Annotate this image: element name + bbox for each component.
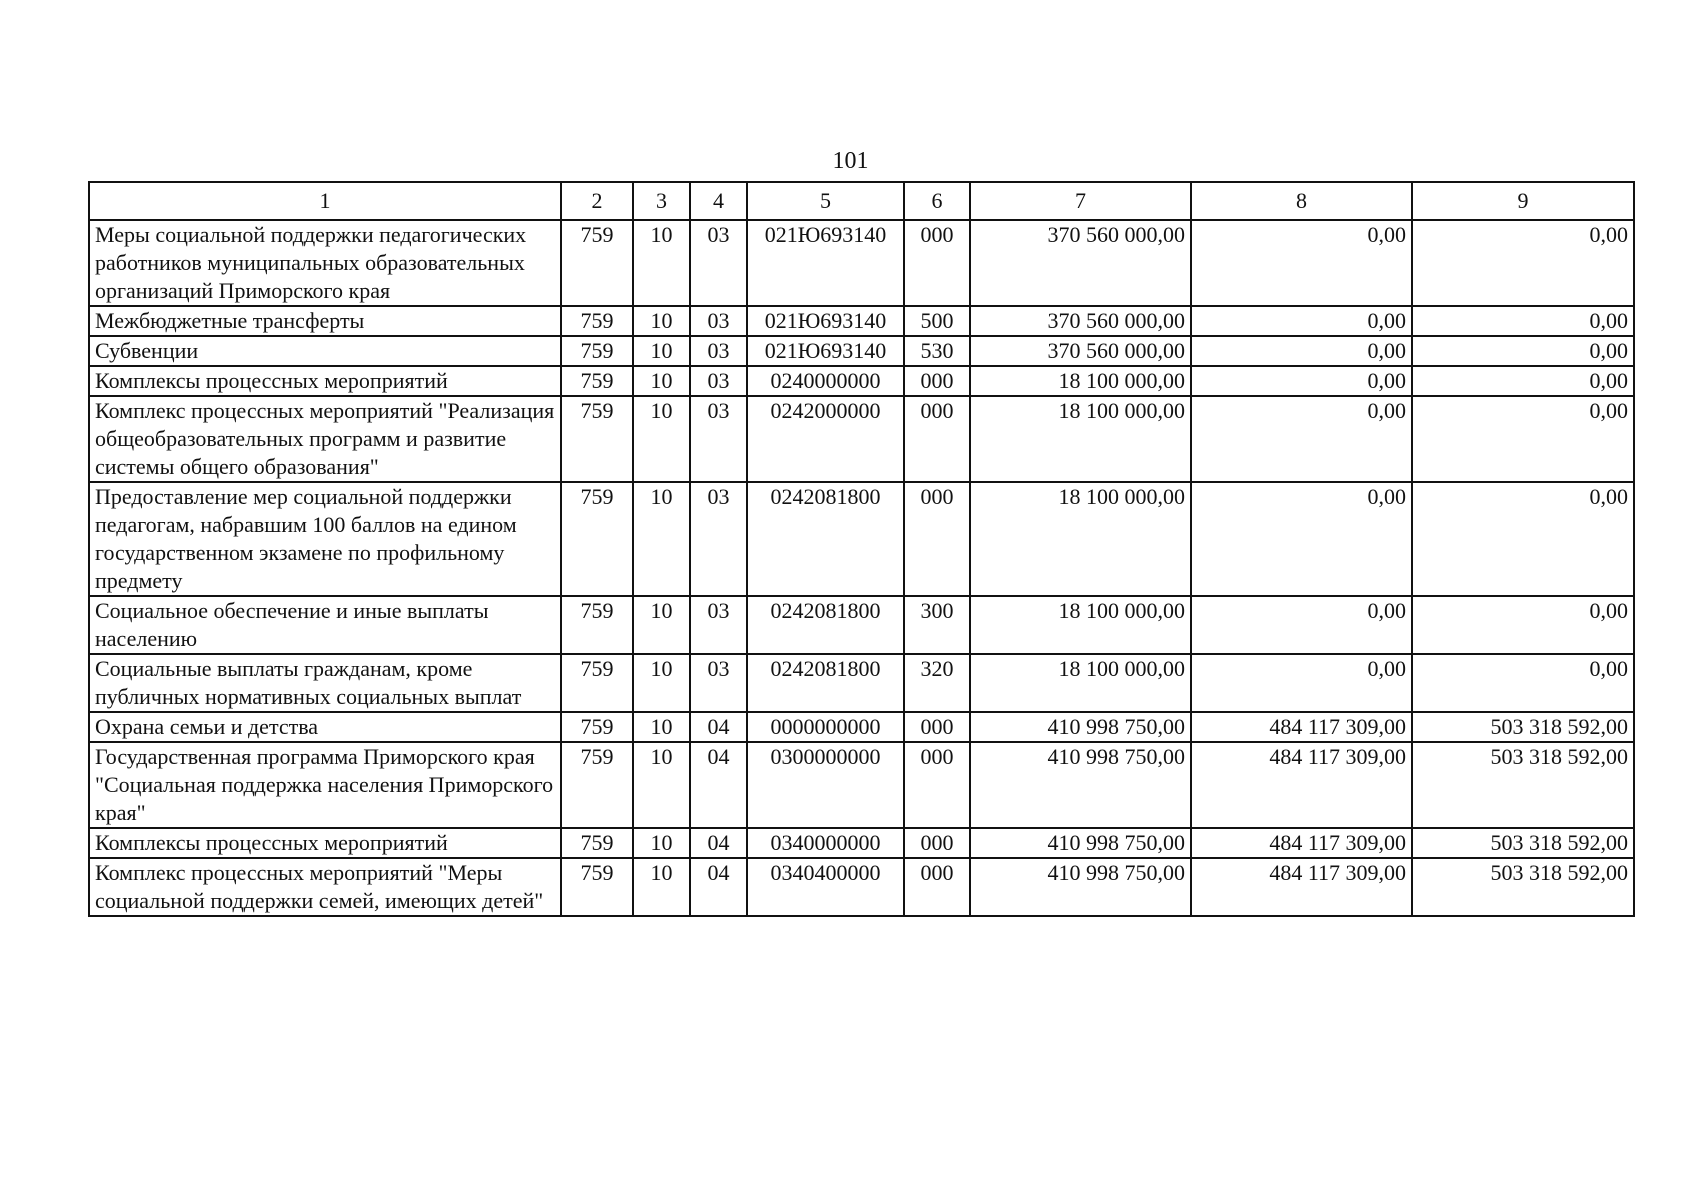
admin-code-cell: 759 bbox=[561, 712, 633, 742]
admin-code-cell: 759 bbox=[561, 306, 633, 336]
row-name-cell: Межбюджетные трансферты bbox=[89, 306, 561, 336]
row-name-cell: Комплексы процессных мероприятий bbox=[89, 828, 561, 858]
amount-col7-cell: 18 100 000,00 bbox=[970, 596, 1191, 654]
amount-col8-cell: 0,00 bbox=[1191, 482, 1412, 596]
table-row bbox=[89, 306, 1634, 336]
target-article-cell: 021Ю693140 bbox=[747, 220, 904, 306]
row-name-cell: Охрана семьи и детства bbox=[89, 712, 561, 742]
column-number-6: 6 bbox=[904, 182, 970, 220]
admin-code-cell: 759 bbox=[561, 742, 633, 828]
admin-code-cell: 759 bbox=[561, 220, 633, 306]
table-row bbox=[89, 366, 1634, 396]
row-name-cell: Комплекс процессных мероприятий "Меры социальной поддержки семей, имеющих детей" bbox=[89, 858, 561, 916]
column-number-7: 7 bbox=[970, 182, 1191, 220]
table-row bbox=[89, 596, 1634, 654]
subsection-cell: 04 bbox=[690, 858, 747, 916]
expense-type-cell: 300 bbox=[904, 596, 970, 654]
target-article-cell: 0242081800 bbox=[747, 482, 904, 596]
amount-col7-cell: 18 100 000,00 bbox=[970, 654, 1191, 712]
admin-code-cell: 759 bbox=[561, 828, 633, 858]
subsection-cell: 04 bbox=[690, 742, 747, 828]
amount-col7-cell: 410 998 750,00 bbox=[970, 858, 1191, 916]
budget-table bbox=[88, 181, 1635, 917]
table-row bbox=[89, 828, 1634, 858]
amount-col7-cell: 410 998 750,00 bbox=[970, 828, 1191, 858]
target-article-cell: 021Ю693140 bbox=[747, 306, 904, 336]
target-article-cell: 0300000000 bbox=[747, 742, 904, 828]
table-row bbox=[89, 858, 1634, 916]
target-article-cell: 0240000000 bbox=[747, 366, 904, 396]
amount-col8-cell: 484 117 309,00 bbox=[1191, 858, 1412, 916]
table-row bbox=[89, 712, 1634, 742]
row-name-cell: Социальное обеспечение и иные выплаты населению bbox=[89, 596, 561, 654]
amount-col8-cell: 484 117 309,00 bbox=[1191, 742, 1412, 828]
section-cell: 10 bbox=[633, 482, 690, 596]
target-article-cell: 0242081800 bbox=[747, 654, 904, 712]
column-number-4: 4 bbox=[690, 182, 747, 220]
amount-col7-cell: 410 998 750,00 bbox=[970, 712, 1191, 742]
amount-col8-cell: 0,00 bbox=[1191, 306, 1412, 336]
expense-type-cell: 500 bbox=[904, 306, 970, 336]
section-cell: 10 bbox=[633, 742, 690, 828]
admin-code-cell: 759 bbox=[561, 654, 633, 712]
row-name-cell: Меры социальной поддержки педагогических работников муниципальных образовательных организаций Приморского края bbox=[89, 220, 561, 306]
section-cell: 10 bbox=[633, 396, 690, 482]
column-number-row bbox=[89, 182, 1634, 220]
amount-col9-cell: 0,00 bbox=[1412, 366, 1634, 396]
amount-col9-cell: 0,00 bbox=[1412, 482, 1634, 596]
expense-type-cell: 000 bbox=[904, 482, 970, 596]
subsection-cell: 04 bbox=[690, 828, 747, 858]
amount-col9-cell: 0,00 bbox=[1412, 396, 1634, 482]
amount-col8-cell: 0,00 bbox=[1191, 366, 1412, 396]
expense-type-cell: 530 bbox=[904, 336, 970, 366]
row-name-cell: Предоставление мер социальной поддержки педагогам, набравшим 100 баллов на едином государственном экзамене по профильному предмету bbox=[89, 482, 561, 596]
amount-col7-cell: 370 560 000,00 bbox=[970, 220, 1191, 306]
expense-type-cell: 000 bbox=[904, 742, 970, 828]
expense-type-cell: 000 bbox=[904, 712, 970, 742]
section-cell: 10 bbox=[633, 654, 690, 712]
expense-type-cell: 000 bbox=[904, 396, 970, 482]
column-number-1: 1 bbox=[89, 182, 561, 220]
amount-col8-cell: 0,00 bbox=[1191, 596, 1412, 654]
column-number-2: 2 bbox=[561, 182, 633, 220]
amount-col9-cell: 0,00 bbox=[1412, 220, 1634, 306]
table-row bbox=[89, 396, 1634, 482]
admin-code-cell: 759 bbox=[561, 336, 633, 366]
column-number-9: 9 bbox=[1412, 182, 1634, 220]
amount-col9-cell: 0,00 bbox=[1412, 336, 1634, 366]
target-article-cell: 021Ю693140 bbox=[747, 336, 904, 366]
amount-col7-cell: 18 100 000,00 bbox=[970, 482, 1191, 596]
row-name-cell: Государственная программа Приморского края "Социальная поддержка населения Приморского края" bbox=[89, 742, 561, 828]
row-name-cell: Субвенции bbox=[89, 336, 561, 366]
admin-code-cell: 759 bbox=[561, 596, 633, 654]
amount-col8-cell: 0,00 bbox=[1191, 336, 1412, 366]
admin-code-cell: 759 bbox=[561, 396, 633, 482]
amount-col7-cell: 370 560 000,00 bbox=[970, 306, 1191, 336]
section-cell: 10 bbox=[633, 712, 690, 742]
table-row bbox=[89, 482, 1634, 596]
amount-col8-cell: 0,00 bbox=[1191, 396, 1412, 482]
amount-col7-cell: 18 100 000,00 bbox=[970, 396, 1191, 482]
subsection-cell: 04 bbox=[690, 712, 747, 742]
amount-col9-cell: 503 318 592,00 bbox=[1412, 828, 1634, 858]
table-row bbox=[89, 654, 1634, 712]
amount-col8-cell: 0,00 bbox=[1191, 220, 1412, 306]
subsection-cell: 03 bbox=[690, 306, 747, 336]
admin-code-cell: 759 bbox=[561, 366, 633, 396]
expense-type-cell: 000 bbox=[904, 220, 970, 306]
row-name-cell: Комплекс процессных мероприятий "Реализация общеобразовательных программ и развитие системы общего образования" bbox=[89, 396, 561, 482]
expense-type-cell: 000 bbox=[904, 366, 970, 396]
target-article-cell: 0000000000 bbox=[747, 712, 904, 742]
amount-col8-cell: 0,00 bbox=[1191, 654, 1412, 712]
subsection-cell: 03 bbox=[690, 336, 747, 366]
subsection-cell: 03 bbox=[690, 482, 747, 596]
subsection-cell: 03 bbox=[690, 220, 747, 306]
admin-code-cell: 759 bbox=[561, 482, 633, 596]
target-article-cell: 0242000000 bbox=[747, 396, 904, 482]
amount-col9-cell: 503 318 592,00 bbox=[1412, 712, 1634, 742]
expense-type-cell: 320 bbox=[904, 654, 970, 712]
amount-col8-cell: 484 117 309,00 bbox=[1191, 828, 1412, 858]
amount-col9-cell: 0,00 bbox=[1412, 306, 1634, 336]
table-row bbox=[89, 220, 1634, 306]
section-cell: 10 bbox=[633, 596, 690, 654]
column-number-5: 5 bbox=[747, 182, 904, 220]
subsection-cell: 03 bbox=[690, 596, 747, 654]
section-cell: 10 bbox=[633, 306, 690, 336]
subsection-cell: 03 bbox=[690, 654, 747, 712]
amount-col7-cell: 18 100 000,00 bbox=[970, 366, 1191, 396]
row-name-cell: Социальные выплаты гражданам, кроме публичных нормативных социальных выплат bbox=[89, 654, 561, 712]
amount-col9-cell: 0,00 bbox=[1412, 596, 1634, 654]
expense-type-cell: 000 bbox=[904, 858, 970, 916]
amount-col7-cell: 410 998 750,00 bbox=[970, 742, 1191, 828]
target-article-cell: 0340400000 bbox=[747, 858, 904, 916]
target-article-cell: 0340000000 bbox=[747, 828, 904, 858]
section-cell: 10 bbox=[633, 858, 690, 916]
expense-type-cell: 000 bbox=[904, 828, 970, 858]
table-row bbox=[89, 336, 1634, 366]
table-row bbox=[89, 742, 1634, 828]
column-number-3: 3 bbox=[633, 182, 690, 220]
amount-col7-cell: 370 560 000,00 bbox=[970, 336, 1191, 366]
section-cell: 10 bbox=[633, 366, 690, 396]
amount-col9-cell: 503 318 592,00 bbox=[1412, 858, 1634, 916]
column-number-8: 8 bbox=[1191, 182, 1412, 220]
amount-col9-cell: 0,00 bbox=[1412, 654, 1634, 712]
amount-col9-cell: 503 318 592,00 bbox=[1412, 742, 1634, 828]
section-cell: 10 bbox=[633, 220, 690, 306]
target-article-cell: 0242081800 bbox=[747, 596, 904, 654]
section-cell: 10 bbox=[633, 828, 690, 858]
section-cell: 10 bbox=[633, 336, 690, 366]
admin-code-cell: 759 bbox=[561, 858, 633, 916]
subsection-cell: 03 bbox=[690, 366, 747, 396]
amount-col8-cell: 484 117 309,00 bbox=[1191, 712, 1412, 742]
page-number: 101 bbox=[832, 148, 869, 174]
row-name-cell: Комплексы процессных мероприятий bbox=[89, 366, 561, 396]
subsection-cell: 03 bbox=[690, 396, 747, 482]
